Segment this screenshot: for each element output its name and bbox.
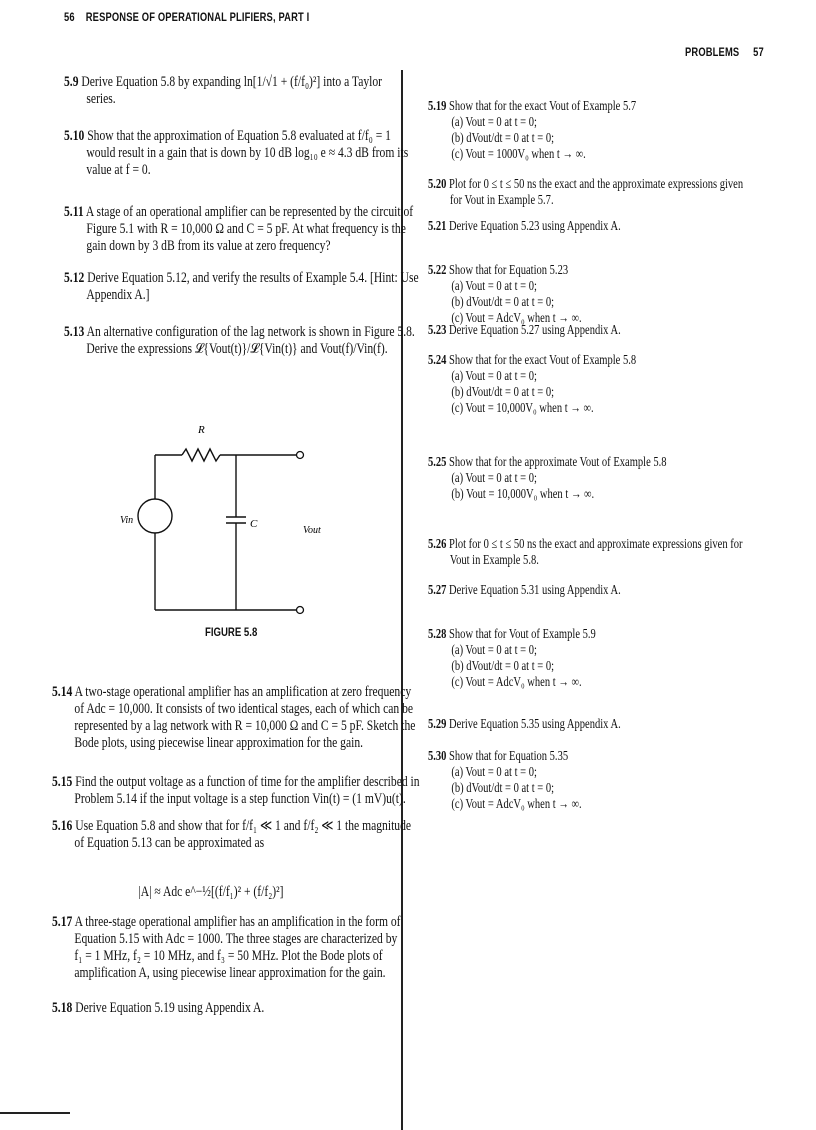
output-terminal-top bbox=[297, 452, 304, 459]
problem-text-line: Derive the expressions 𝓛{Vout(t)}/𝓛{Vin(t)} and Vout(f)/Vin(f). bbox=[86, 341, 388, 357]
left-running-title: RESPONSE OF OPERATIONAL PLIFIERS, PART I bbox=[85, 10, 310, 24]
voltage-source-symbol bbox=[138, 499, 172, 533]
problem-text-line: would result in a gain that is down by 10 dB log₁₀ e ≈ 4.3 dB from its bbox=[86, 145, 409, 161]
problem-text-line: Show that for the exact Vout of Example 5.7 bbox=[449, 98, 637, 113]
problem-text-line: Equation 5.15 with Adc = 1000. The three stages are characterized by bbox=[74, 931, 398, 947]
problem-text-line: Figure 5.1 with R = 10,000 Ω and C = 5 pF. At what frequency is the bbox=[86, 221, 406, 237]
problem-number: 5.12 bbox=[64, 270, 85, 286]
problem-text-line: Appendix A.] bbox=[86, 287, 150, 303]
problem-text-line: (c) Vout = 1000V₀ when t → ∞. bbox=[451, 146, 586, 161]
problem-5-22 bbox=[428, 262, 625, 326]
problem-5-20 bbox=[428, 176, 816, 208]
problem-number: 5.9 bbox=[64, 74, 79, 90]
problem-5-24 bbox=[428, 352, 695, 416]
problem-text-line: Plot for 0 ≤ t ≤ 50 ns the exact and approximate expressions given for bbox=[449, 536, 743, 551]
right-running-title: PROBLEMS bbox=[685, 45, 740, 59]
problem-text-line: Show that for Vout of Example 5.9 bbox=[449, 626, 596, 641]
problem-text-line: Derive Equation 5.8 by expanding ln[1/√1 + (f/f₀)²] into a Taylor bbox=[81, 74, 383, 90]
problem-text-line: (a) Vout = 0 at t = 0; bbox=[451, 764, 537, 779]
problem-text-line: (b) Vout = 10,000V₀ when t → ∞. bbox=[451, 486, 595, 501]
problem-text-line: Derive Equation 5.27 using Appendix A. bbox=[449, 322, 621, 337]
problem-text-line: (a) Vout = 0 at t = 0; bbox=[451, 368, 537, 383]
problem-text-line: (c) Vout = 10,000V₀ when t → ∞. bbox=[451, 400, 594, 415]
problem-number: 5.18 bbox=[52, 1000, 73, 1016]
problem-text-line: f₁ = 1 MHz, f₂ = 10 MHz, and f₃ = 50 MHz. Plot the Bode plots of bbox=[74, 948, 383, 964]
problem-text-line: A stage of an operational amplifier can be represented by the circuit of bbox=[85, 204, 414, 220]
problem-5-25 bbox=[428, 454, 734, 502]
problem-number: 5.17 bbox=[52, 914, 73, 930]
problem-5-29 bbox=[428, 716, 675, 732]
problem-5-17 bbox=[52, 914, 488, 982]
problem-text-line: (b) dVout/dt = 0 at t = 0; bbox=[451, 294, 555, 309]
problem-number: 5.26 bbox=[428, 536, 447, 551]
problem-text-line: Show that for the exact Vout of Example 5.8 bbox=[449, 352, 637, 367]
problem-text-line: An alternative configuration of the lag network is shown in Figure 5.8. bbox=[86, 324, 415, 340]
problem-text-line: (a) Vout = 0 at t = 0; bbox=[451, 278, 537, 293]
problem-text-line: of Adc = 10,000. It consists of two identical stages, each of which can be bbox=[74, 701, 414, 717]
problem-number: 5.15 bbox=[52, 774, 73, 790]
problem-text-line: Vout in Example 5.8. bbox=[449, 552, 539, 567]
problem-number: 5.21 bbox=[428, 218, 447, 233]
problem-text-line: gain down by 3 dB from its value at zero frequency? bbox=[86, 238, 331, 254]
problem-text-line: Show that for the approximate Vout of Example 5.8 bbox=[449, 454, 667, 469]
problem-5-9 bbox=[64, 74, 462, 108]
problem-text-line: (b) dVout/dt = 0 at t = 0; bbox=[451, 658, 555, 673]
problem-text-line: for Vout in Example 5.7. bbox=[449, 192, 554, 207]
problem-text-line: Plot for 0 ≤ t ≤ 50 ns the exact and the approximate expressions given bbox=[449, 176, 744, 191]
figure-5-8-circuit bbox=[110, 405, 325, 625]
problem-text-line: Use Equation 5.8 and show that for f/f₁ ≪ 1 and f/f₂ ≪ 1 the magnitude bbox=[75, 818, 412, 834]
problem-text-line: |A| ≈ Adc e^−½[(f/f₁)² + (f/f₂)²] bbox=[138, 884, 284, 900]
problem-number: 5.14 bbox=[52, 684, 73, 700]
right-page-number: 57 bbox=[753, 45, 764, 59]
left-page-number: 56 bbox=[64, 10, 75, 24]
problem-text-line: (b) dVout/dt = 0 at t = 0; bbox=[451, 384, 555, 399]
problem-text-line: represented by a lag network with R = 10,000 Ω and C = 5 pF. Sketch the bbox=[74, 718, 416, 734]
problem-text-line: series. bbox=[86, 91, 116, 107]
problem-number: 5.30 bbox=[428, 748, 447, 763]
problem-5-16 bbox=[52, 818, 501, 852]
problem-text-line: Problem 5.14 if the input voltage is a step function Vin(t) = (1 mV)u(t). bbox=[74, 791, 406, 807]
problem-number: 5.20 bbox=[428, 176, 447, 191]
problem-text-line: (a) Vout = 0 at t = 0; bbox=[451, 470, 537, 485]
figure-label-vout: Vout bbox=[303, 525, 321, 536]
problem-number: 5.24 bbox=[428, 352, 447, 367]
problem-text-line: (a) Vout = 0 at t = 0; bbox=[451, 114, 537, 129]
problem-number: 5.28 bbox=[428, 626, 447, 641]
problem-5-28 bbox=[428, 626, 643, 690]
problem-text-line: (c) Vout = AdcV₀ when t → ∞. bbox=[451, 796, 582, 811]
problem-text-line: amplification A, using piecewise linear approximation for the gain. bbox=[74, 965, 386, 981]
problem-text-line: Derive Equation 5.31 using Appendix A. bbox=[449, 582, 621, 597]
problem-5-26 bbox=[428, 536, 816, 568]
problem-text-line: A two-stage operational amplifier has an amplification at zero frequency bbox=[74, 684, 412, 700]
problem-text-line: (a) Vout = 0 at t = 0; bbox=[451, 642, 537, 657]
problem-text-line: A three-stage operational amplifier has an amplification in the form of bbox=[74, 914, 401, 930]
figure-label-c: C bbox=[250, 518, 258, 530]
problem-number: 5.27 bbox=[428, 582, 447, 597]
output-terminal-bottom bbox=[297, 607, 304, 614]
problem-number: 5.13 bbox=[64, 324, 85, 340]
problem-text-line: value at f = 0. bbox=[86, 162, 151, 178]
problem-5-18 bbox=[52, 1000, 317, 1017]
problem-5-30 bbox=[428, 748, 625, 812]
figure-caption: FIGURE 5.8 bbox=[205, 625, 258, 639]
problem-text-line: Find the output voltage as a function of time for the amplifier described in bbox=[75, 774, 420, 790]
problem-text-line: Show that the approximation of Equation 5.8 evaluated at f/f₀ = 1 bbox=[87, 128, 391, 144]
problem-text-line: Derive Equation 5.19 using Appendix A. bbox=[75, 1000, 265, 1016]
problem-5-23 bbox=[428, 322, 675, 338]
left-page-header bbox=[64, 10, 309, 24]
problem-number: 5.16 bbox=[52, 818, 73, 834]
problem-text-line: (b) dVout/dt = 0 at t = 0; bbox=[451, 780, 555, 795]
right-page-header bbox=[685, 45, 764, 59]
problem-text-line: Bode plots, using piecewise linear approximation for the gain. bbox=[74, 735, 364, 751]
problem-text-line: Derive Equation 5.12, and verify the results of Example 5.4. [Hint: Use bbox=[87, 270, 419, 286]
problem-text-line: Derive Equation 5.35 using Appendix A. bbox=[449, 716, 621, 731]
problem-text-line: Derive Equation 5.23 using Appendix A. bbox=[449, 218, 621, 233]
problem-text-line: (b) dVout/dt = 0 at t = 0; bbox=[451, 130, 555, 145]
problem-5-19 bbox=[428, 98, 695, 162]
problem-number: 5.11 bbox=[64, 204, 84, 220]
figure-label-r: R bbox=[198, 424, 205, 436]
problem-number: 5.29 bbox=[428, 716, 447, 731]
problem-number: 5.25 bbox=[428, 454, 447, 469]
figure-label-vin: Vin bbox=[120, 515, 134, 526]
problem-number: 5.23 bbox=[428, 322, 447, 337]
problem-text-line: Show that for Equation 5.23 bbox=[449, 262, 569, 277]
problem-text-line: of Equation 5.13 can be approximated as bbox=[74, 835, 265, 851]
footer-rule bbox=[0, 1112, 70, 1114]
problem-text-line: (c) Vout = AdcV₀ when t → ∞. bbox=[451, 310, 582, 325]
problem-text-line: (c) Vout = AdcV₀ when t → ∞. bbox=[451, 674, 582, 689]
problem-number: 5.19 bbox=[428, 98, 447, 113]
problem-equation bbox=[52, 884, 341, 901]
problem-5-21 bbox=[428, 218, 675, 234]
problem-text-line: Show that for Equation 5.35 bbox=[449, 748, 569, 763]
problem-number: 5.22 bbox=[428, 262, 447, 277]
resistor-symbol bbox=[182, 449, 220, 461]
problem-5-27 bbox=[428, 582, 675, 598]
problem-number: 5.10 bbox=[64, 128, 85, 144]
